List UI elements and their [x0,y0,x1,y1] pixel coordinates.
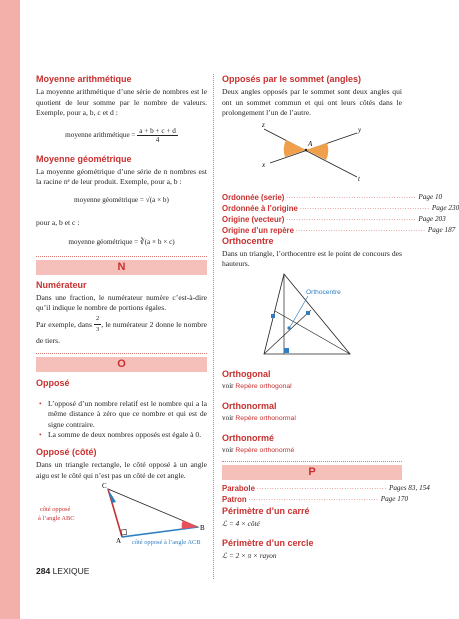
right-angle-mark [306,311,310,315]
numerateur-heading: Numérateur [36,279,87,290]
example-pre: Par exemple, dans [36,319,92,329]
line-zt [264,129,357,177]
side2-label: côté opposé à l’angle ACB [132,539,201,547]
moy-arith-heading: Moyenne arithmétique [36,74,132,84]
index-entry: Ordonnée à l’origine .................................................... Page 230 [222,203,459,213]
page-number: 284 [36,566,51,576]
label-z: z [262,120,265,129]
formula-fraction [137,127,178,144]
ref-link: Repère orthonormé [235,446,295,454]
moy-arith-text: La moyenne arithmétique d’une série de nombres est le quotient de leur somme par le nombre de valeurs. Exemple, pour a, b, c et d : [36,87,207,118]
perim-carre-heading: Périmètre d’un carré [222,505,310,516]
right-angle-mark [284,348,289,353]
right-column [222,74,459,560]
vertex-point [305,148,308,151]
separator [36,256,207,257]
page-edge-band [0,0,20,619]
perim-carre-formula: ℒ = 4 × côté [222,519,260,528]
side-ab-highlight [122,527,198,537]
example-post: , le numérateur 2 donne le nombre de tiers. [36,319,207,345]
moy-geo-heading: Moyenne géométrique [36,153,132,164]
moy-geo-formula-1: moyenne géométrique = √(a × b) [74,195,169,204]
index-entry: Origine d’un repère .................................................... Page 187 [222,225,456,235]
label-a: A [116,537,122,546]
label-c: C [102,482,107,491]
index-entry: Patron .................................................... Page 170 [222,494,409,504]
index-entry: Parabole .................................................... Pages 83, 154 [222,483,430,493]
orthonorme-see: voir Repère orthonormé [222,445,295,454]
orthocentre-figure [222,270,402,358]
numerateur-text: Dans une fraction, le numérateur numère c’est-à-dire qu’il indique le nombre de portions égales. [36,292,207,313]
index-entry: Ordonnée (serie) .................................................... Page 10 [222,192,443,202]
left-column [36,74,207,552]
letter-band-n: N [36,260,207,275]
right-angle-mark [271,314,275,318]
side1-label: côté opposé [40,506,71,514]
label-a: A [308,139,313,148]
orthonormal-heading: Orthonormal [222,400,277,411]
orthogonal-see: voir Repère orthogonal [222,381,292,390]
formula-label: moyenne arithmétique = [65,130,136,139]
opp-sommet-heading: Opposés par le sommet (angles) [222,74,362,84]
list-item: • La somme de deux nombres opposés est égale à 0. [48,430,207,441]
altitude-3 [275,311,350,354]
right-angle-mark [121,529,127,535]
orthonorme-heading: Orthonormé [222,432,275,443]
opposite-angles-figure [222,119,402,187]
callout-line [290,296,308,327]
fraction-denominator: 4 [155,135,160,144]
list-item: • L’opposé d’un nombre relatif est le nombre qui a la même distance à zéro que ce nombre et qui est de signe contraire. [48,399,207,431]
column-divider [213,74,214,579]
label-x: x [262,160,266,169]
moy-geo-formula-2: moyenne géométrique = ∛(a × b × c) [68,237,175,246]
page-footer [36,566,89,576]
perim-cercle-heading: Périmètre d’un cercle [222,537,314,548]
label-t: t [358,174,360,183]
separator [222,461,402,462]
separator [36,353,207,354]
letter-band-p: P [222,465,402,480]
side1b-label: à l’angle ABC [38,515,75,523]
moy-arith-formula [36,127,207,144]
index-entry: Origine (vecteur) .................................................... Page 203 [222,214,446,224]
opp-sommet-text: Deux angles opposés par le sommet sont deux angles qui ont un sommet commun et qui ont leurs côtés dans le prolongement l’un de l’autre. [222,87,402,118]
right-triangle-figure [36,481,207,547]
orthogonal-heading: Orthogonal [222,368,271,379]
example-frac-num: 2 [94,314,101,326]
example-frac-den: 3 [96,326,100,334]
fraction-numerator: a + b + c + d [139,126,176,135]
oppose-list [36,399,207,441]
letter-band-o: O [36,357,207,372]
oppose-cote-heading: Opposé (côté) [36,446,97,457]
oppose-cote-text: Dans un triangle rectangle, le côté opposé à un angle aigu est le côté qui n’est pas un côté de cet angle. [36,459,207,480]
footer-label: LEXIQUE [52,566,90,576]
perim-cercle-formula: ℒ = 2 × π × rayon [222,551,277,560]
orthocentre-label: Orthocentre [306,288,341,296]
orthonormal-see: voir Repère orthonormal [222,413,296,422]
moy-geo-text: La moyenne géométrique d’une série de n nombres est la racine nᵉ de leur produit. Exemple, pour a, b : [36,166,207,187]
label-y: y [358,125,362,134]
ref-link: Repère orthogonal [235,382,292,390]
label-b: B [200,524,205,533]
ref-link: Repère orthonormal [235,414,296,422]
numerateur-example [36,314,207,347]
orthocentre-heading: Orthocentre [222,235,274,246]
moy-geo-text-2: pour a, b et c : [36,217,80,227]
oppose-heading: Opposé [36,377,70,388]
orthocentre-text: Dans un triangle, l’orthocentre est le point de concours des hauteurs. [222,248,402,269]
